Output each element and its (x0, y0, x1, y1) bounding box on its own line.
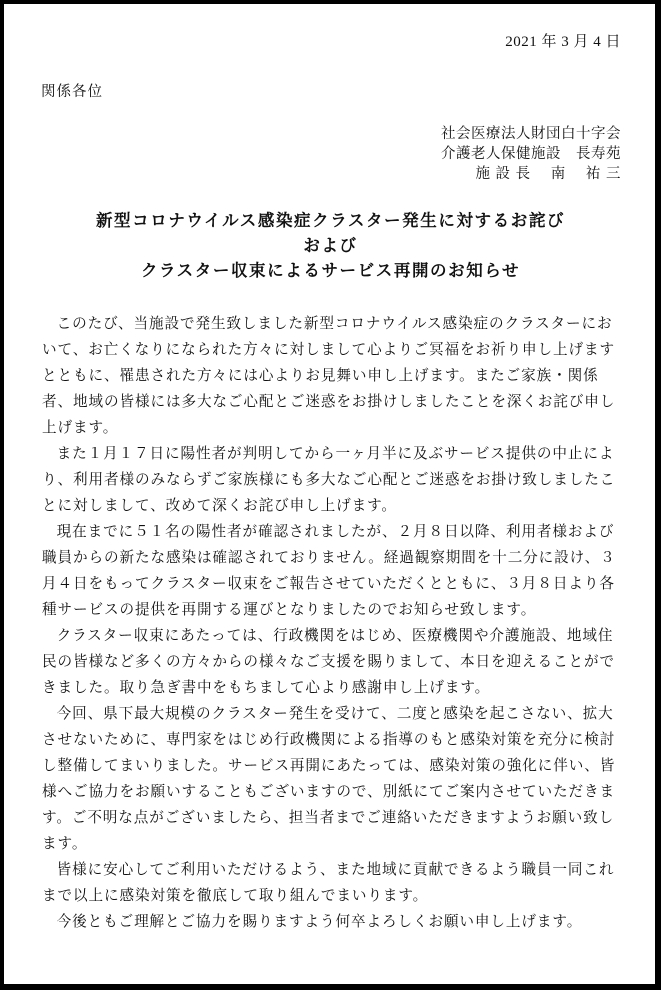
paragraph-infection-measures: 今回、県下最大規模のクラスター発生を受けて、二度と感染を起こさない、拡大させないために、専門家をはじめ行政機関による指導のもと感染対策を充分に検討し整備してまいりました。サービス再開にあたっては、感染対策の強化に伴い、皆様へご協力をお願いすることもございますので、別紙にてご案内させていただきます。ご不明な点がございましたら、担当者までご連絡いただきますようお願い致します。 (42, 705, 616, 852)
paragraph-service-suspension: また１月１７日に陽性者が判明してから一ヶ月半に及ぶサービス提供の中止により、利用者様のみならずご家族様にも多大なご心配とご迷惑をお掛け致しましたことに対しまして、改めて深くお詫び申し上げます。 (42, 445, 616, 514)
document-title (0, 208, 661, 283)
paragraph-cluster-end: 現在までに５１名の陽性者が確認されましたが、２月８日以降、利用者様および職員からの新たな感染は確認されておりません。経過観察期間を十二分に設け、３月４日をもってクラスター収束をご報告させていただくとともに、３月８日より各種サービスの提供を再開する運びとなりましたのでお知らせ致します。 (42, 523, 616, 618)
document-body (42, 311, 627, 935)
title-line-2: および (303, 236, 358, 255)
paragraph-condolence: このたび、当施設で発生致しました新型コロナウイルス感染症のクラスターにおいて、お亡くなりになられた方々に対しまして心よりご冥福をお祈り申し上げますとともに、罹患された方々には心よりお見舞い申し上げます。またご家族・関係者、地域の皆様には多大なご心配とご迷惑をお掛けしましたことを深くお詫び申し上げます。 (42, 315, 616, 436)
paragraph-gratitude: クラスター収束にあたっては、行政機関をはじめ、医療機関や介護施設、地域住民の皆様など多くの方々からの様々なご支援を賜りまして、本日を迎えることができました。取り急ぎ書中をもちまして心より感謝申し上げます。 (42, 627, 615, 696)
paragraph-closing: 今後ともご理解とご協力を賜りますよう何卒よろしくお願い申し上げます。 (56, 913, 583, 930)
sender-director: 施 設 長 南 祐 三 (475, 166, 621, 182)
sender-organization: 社会医療法人財団白十字会 (441, 126, 621, 142)
paragraph-commitment: 皆様に安心してご利用いただけるよう、また地域に貢献できるよう職員一同これまで以上に感染対策を徹底して取り組んでまいります。 (42, 861, 615, 904)
document-date: 2021 年 3 月 4 日 (505, 34, 621, 50)
title-line-3: クラスター収束によるサービス再開のお知らせ (140, 261, 521, 280)
sender-facility: 介護老人保健施設 長寿苑 (441, 146, 621, 162)
title-line-1: 新型コロナウイルス感染症クラスター発生に対するお詫び (95, 211, 566, 230)
sender-block (441, 124, 621, 184)
addressee: 関係各位 (41, 84, 103, 100)
